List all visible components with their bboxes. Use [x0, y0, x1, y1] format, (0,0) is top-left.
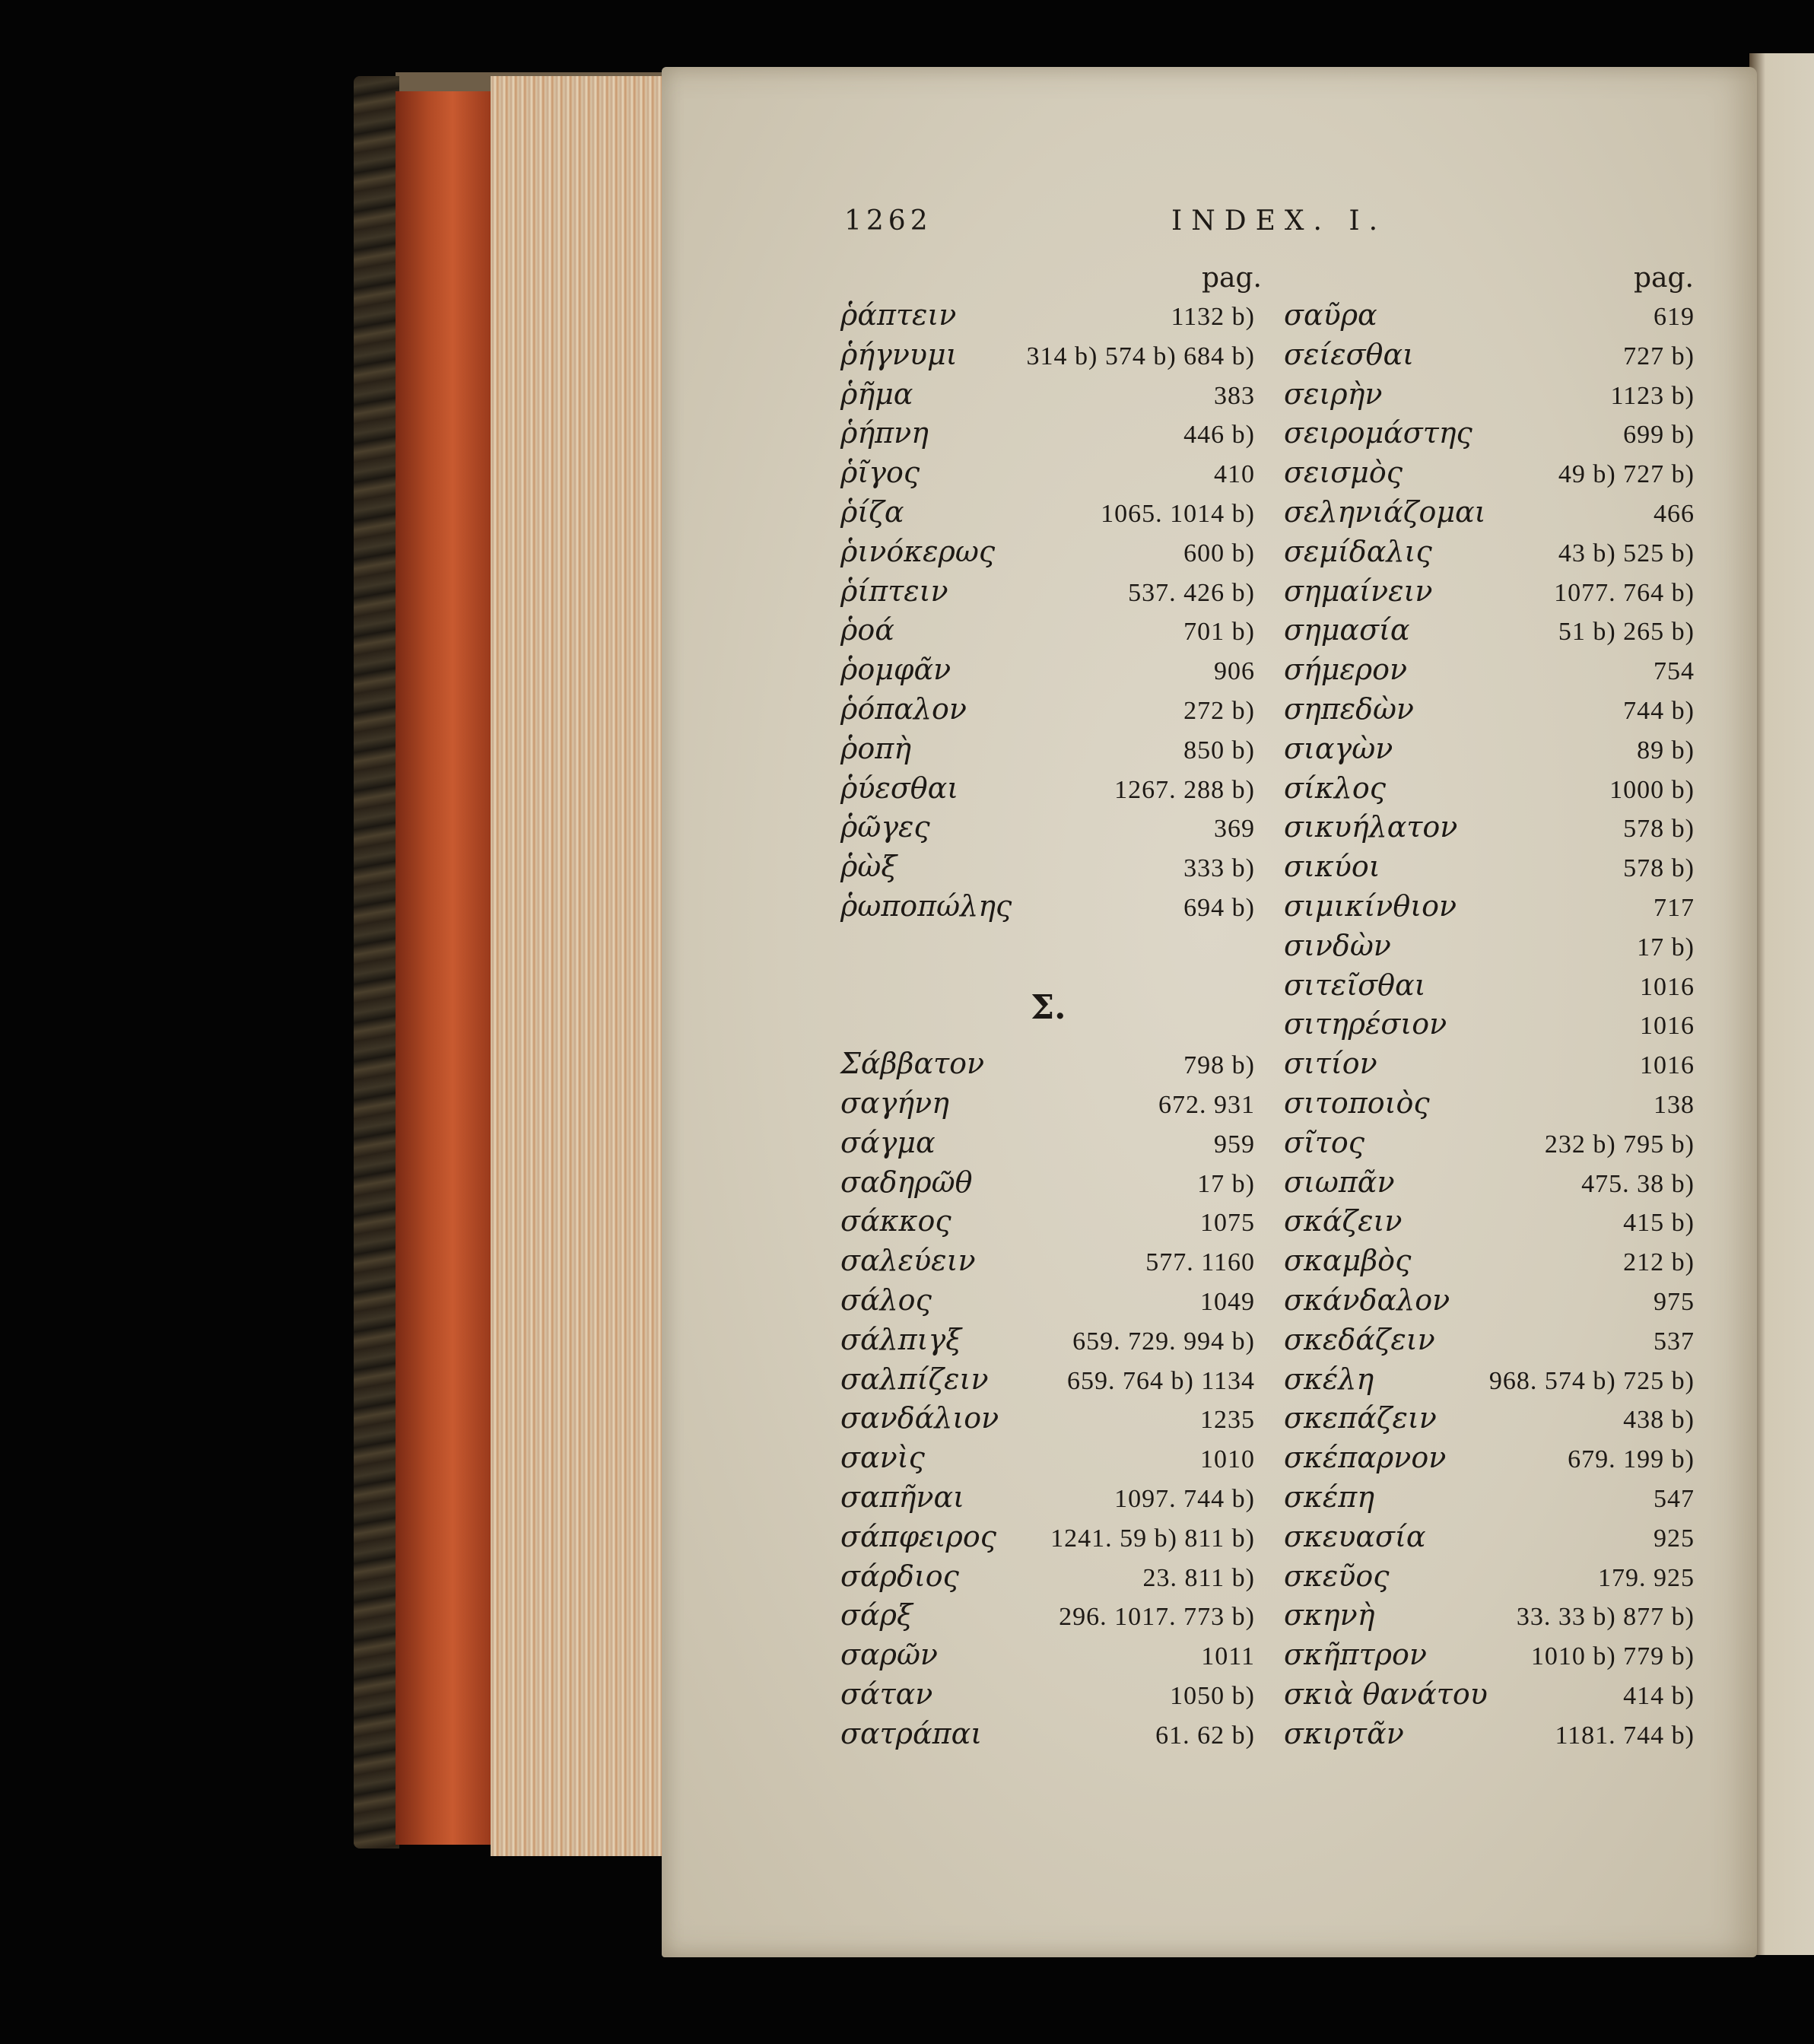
index-term: σάλπιγξ — [840, 1322, 962, 1356]
page-references: 43 b) 525 b) — [1558, 539, 1695, 567]
index-term: σικύοι — [1284, 850, 1380, 884]
page-references: 679. 199 b) — [1568, 1445, 1695, 1474]
index-term: Σάββατον — [840, 1047, 985, 1081]
book-red-edge — [396, 91, 491, 1845]
page-references: 1010 — [1200, 1445, 1255, 1474]
index-term: ῥίπτειν — [840, 574, 948, 608]
page-number: 1262 — [844, 205, 932, 237]
index-entry — [1284, 1401, 1695, 1441]
page-references: 537. 426 b) — [1128, 578, 1255, 607]
index-term: σανδάλιον — [840, 1401, 999, 1435]
page-references: 438 b) — [1623, 1406, 1695, 1435]
index-entry — [840, 456, 1255, 495]
page-references: 694 b) — [1183, 893, 1255, 922]
page-references: 179. 925 — [1598, 1563, 1695, 1592]
index-entry — [840, 1126, 1255, 1165]
index-entry — [840, 1480, 1255, 1520]
page-references: 578 b) — [1623, 815, 1695, 844]
index-term: σαλεύειν — [840, 1244, 976, 1278]
page-references: 1000 b) — [1609, 775, 1695, 804]
index-term: ῥινόκερως — [840, 534, 996, 568]
page-references: 415 b) — [1623, 1209, 1695, 1238]
index-entry — [840, 1047, 1255, 1086]
page-references: 23. 811 b) — [1142, 1563, 1255, 1592]
index-term: σίκλος — [1284, 771, 1387, 805]
index-term: σκηνὴ — [1284, 1598, 1375, 1632]
index-entry — [1284, 495, 1695, 535]
index-term: ῥήπνη — [840, 416, 929, 450]
page-references: 232 b) 795 b) — [1544, 1130, 1695, 1159]
index-term: σκιρτᾶν — [1284, 1716, 1404, 1750]
index-term: σαγήνη — [840, 1086, 949, 1120]
index-entry — [1284, 1677, 1695, 1717]
index-term: σεληνιάζομαι — [1284, 494, 1486, 529]
page-references: 619 — [1654, 303, 1695, 331]
index-entry — [840, 338, 1255, 377]
index-term: ῥοπὴ — [840, 731, 911, 765]
index-term: σαλπίζειν — [840, 1362, 989, 1396]
page-references: 369 — [1214, 815, 1255, 844]
index-column-right — [1284, 298, 1695, 1756]
page-references: 1016 — [1640, 972, 1695, 1001]
index-term: σήμερον — [1284, 653, 1408, 687]
index-term: σκῆπτρον — [1284, 1638, 1427, 1672]
page-references: 1123 b) — [1610, 381, 1695, 410]
index-entry — [840, 1638, 1255, 1677]
page-references: 1267. 288 b) — [1114, 775, 1255, 804]
index-term: σειρομάστης — [1284, 416, 1472, 450]
index-term: σάρξ — [840, 1598, 913, 1632]
index-term: σάκκος — [840, 1204, 951, 1238]
index-term: σάπφειρος — [840, 1519, 996, 1553]
page-references: 537 — [1654, 1327, 1695, 1356]
index-term: ῥῶγες — [840, 810, 930, 844]
index-entry — [840, 1086, 1255, 1126]
index-entry — [840, 1165, 1255, 1205]
index-term: σημαίνειν — [1284, 574, 1433, 608]
index-entry — [840, 298, 1255, 338]
page-references: 446 b) — [1183, 421, 1255, 450]
page-references: 466 — [1654, 499, 1695, 528]
page-references: 51 b) 265 b) — [1558, 618, 1695, 647]
index-entry — [840, 1520, 1255, 1559]
index-entry — [1284, 810, 1695, 850]
index-term: σεισμὸς — [1284, 456, 1403, 490]
page-edge-stack — [491, 76, 666, 1856]
index-column-left — [840, 298, 1255, 1756]
page-references: 600 b) — [1183, 539, 1255, 567]
page-references: 1241. 59 b) 811 b) — [1050, 1524, 1255, 1553]
index-entry — [1284, 416, 1695, 456]
index-term: σαπῆναι — [840, 1480, 965, 1514]
page-references: 701 b) — [1183, 618, 1255, 647]
index-term: ῥόπαλον — [840, 691, 967, 726]
index-entry — [840, 889, 1255, 929]
index-term: σατράπαι — [840, 1716, 983, 1750]
index-term: σκέπαρνον — [1284, 1441, 1447, 1475]
page-references: 1050 b) — [1170, 1681, 1255, 1710]
index-term: σιτηρέσιον — [1284, 1007, 1447, 1041]
index-entry — [1284, 1480, 1695, 1520]
page-references: 333 b) — [1183, 854, 1255, 883]
page-references: 968. 574 b) 725 b) — [1488, 1366, 1695, 1395]
page-references: 17 b) — [1637, 933, 1695, 962]
index-term: σκέπη — [1284, 1480, 1374, 1514]
index-entry — [1284, 732, 1695, 771]
index-entry — [1284, 1165, 1695, 1205]
page-references: 925 — [1654, 1524, 1695, 1553]
index-entry — [1284, 850, 1695, 889]
index-entry — [840, 416, 1255, 456]
index-entry — [840, 771, 1255, 811]
index-term: ῥήγνυμι — [840, 337, 958, 371]
index-term: σκάνδαλον — [1284, 1283, 1450, 1317]
index-term: ῥῖγος — [840, 456, 920, 490]
index-entry — [840, 692, 1255, 732]
pag-label-right: pag. — [1634, 262, 1694, 294]
page-references: 1181. 744 b) — [1555, 1721, 1695, 1750]
page-references: 959 — [1214, 1130, 1255, 1159]
page-references: 475. 38 b) — [1581, 1169, 1695, 1198]
page-references: 672. 931 — [1158, 1090, 1255, 1119]
page-references: 798 b) — [1183, 1051, 1255, 1080]
index-term: σινδὼν — [1284, 928, 1391, 962]
index-entry — [840, 613, 1255, 653]
index-term: σκεδάζειν — [1284, 1322, 1435, 1356]
index-term: σιτεῖσθαι — [1284, 968, 1426, 1002]
index-entry — [1284, 613, 1695, 653]
section-gap — [840, 929, 1255, 968]
index-entry — [1284, 1086, 1695, 1126]
index-term: σανὶς — [840, 1441, 925, 1475]
page-references: 1077. 764 b) — [1554, 578, 1695, 607]
index-term: σκάζειν — [1284, 1204, 1403, 1238]
page-references: 975 — [1654, 1287, 1695, 1316]
index-entry — [1284, 1126, 1695, 1165]
facing-page-edge — [1749, 53, 1814, 1955]
page-references: 49 b) 727 b) — [1558, 460, 1695, 489]
index-entry — [1284, 1598, 1695, 1638]
section-heading-sigma: Σ. — [1031, 987, 1066, 1027]
index-term: σκαμβὸς — [1284, 1244, 1412, 1278]
index-term: σιωπᾶν — [1284, 1165, 1395, 1199]
index-term: σεμίδαλις — [1284, 534, 1432, 568]
index-term: σαῦρα — [1284, 298, 1377, 332]
page-references: 1132 b) — [1171, 303, 1255, 331]
index-term: σείεσθαι — [1284, 337, 1414, 371]
index-entry — [1284, 889, 1695, 929]
running-title: INDEX. I. — [1171, 205, 1387, 237]
index-term: σημασία — [1284, 613, 1410, 647]
index-term: σκεπάζειν — [1284, 1401, 1437, 1435]
index-term: σκέλη — [1284, 1362, 1374, 1396]
index-term: σαδηρῶθ — [840, 1165, 973, 1199]
page-references: 314 b) 574 b) 684 b) — [1026, 342, 1255, 370]
page-references: 1011 — [1201, 1642, 1255, 1671]
index-term: σάταν — [840, 1677, 933, 1711]
index-term: σιαγὼν — [1284, 731, 1393, 765]
index-entry — [840, 653, 1255, 692]
page-references: 1010 b) 779 b) — [1530, 1642, 1695, 1671]
page-references: 138 — [1654, 1090, 1695, 1119]
index-term: σκιὰ θανάτου — [1284, 1677, 1488, 1711]
index-entry — [840, 1401, 1255, 1441]
index-entry — [840, 1323, 1255, 1362]
index-term: ῥάπτειν — [840, 298, 957, 332]
page-references: 1016 — [1640, 1012, 1695, 1041]
index-entry — [1284, 1283, 1695, 1323]
index-entry — [1284, 1047, 1695, 1086]
page-references: 1049 — [1200, 1287, 1255, 1316]
page-references: 727 b) — [1623, 342, 1695, 370]
page-references: 1075 — [1200, 1209, 1255, 1238]
index-entry — [1284, 1362, 1695, 1402]
page-references: 212 b) — [1623, 1248, 1695, 1277]
page-references: 699 b) — [1623, 421, 1695, 450]
index-entry — [1284, 1520, 1695, 1559]
index-term: σαρῶν — [840, 1638, 939, 1672]
page-references: 89 b) — [1637, 736, 1695, 765]
index-entry — [840, 1717, 1255, 1756]
page-references: 850 b) — [1183, 736, 1255, 765]
index-entry — [840, 535, 1255, 574]
page-references: 906 — [1214, 657, 1255, 686]
index-entry — [840, 1441, 1255, 1480]
index-entry — [840, 810, 1255, 850]
index-entry — [1284, 377, 1695, 417]
page-references: 1016 — [1640, 1051, 1695, 1080]
index-term: σηπεδὼν — [1284, 691, 1415, 726]
index-term: ῥίζα — [840, 494, 904, 529]
page-references: 1235 — [1200, 1406, 1255, 1435]
index-entry — [1284, 929, 1695, 968]
page-references: 383 — [1214, 381, 1255, 410]
index-term: ῥομφᾶν — [840, 653, 951, 687]
page-references: 410 — [1214, 460, 1255, 489]
page-references: 578 b) — [1623, 854, 1695, 883]
page-references: 1097. 744 b) — [1114, 1484, 1255, 1513]
index-term: ῥοά — [840, 613, 894, 647]
index-entry — [840, 1677, 1255, 1717]
index-term: ῥύεσθαι — [840, 771, 959, 805]
index-term: ῥῆμα — [840, 377, 913, 411]
index-term: ῥωποπώλης — [840, 888, 1012, 923]
index-entry — [1284, 1323, 1695, 1362]
index-entry — [1284, 1204, 1695, 1244]
index-entry — [840, 1559, 1255, 1599]
index-entry — [1284, 1244, 1695, 1283]
index-entry — [1284, 653, 1695, 692]
index-entry — [840, 1204, 1255, 1244]
index-entry — [1284, 1717, 1695, 1756]
index-term: σκεῦος — [1284, 1559, 1390, 1593]
page-references: 272 b) — [1183, 696, 1255, 725]
index-term: σιμικίνθιον — [1284, 888, 1457, 923]
index-entry — [840, 1283, 1255, 1323]
index-entry — [1284, 535, 1695, 574]
index-entry — [1284, 771, 1695, 811]
index-entry — [1284, 692, 1695, 732]
index-term: σειρὴν — [1284, 377, 1383, 411]
page-references: 296. 1017. 773 b) — [1059, 1603, 1255, 1632]
index-entry — [840, 732, 1255, 771]
page-references: 577. 1160 — [1145, 1248, 1255, 1277]
index-term: σῖτος — [1284, 1125, 1365, 1159]
page-references: 414 b) — [1623, 1681, 1695, 1710]
book-spine — [354, 76, 399, 1849]
index-entry — [840, 1598, 1255, 1638]
index-term: σιτοποιὸς — [1284, 1086, 1430, 1120]
index-term: σκευασία — [1284, 1519, 1426, 1553]
index-term: σάρδιος — [840, 1559, 959, 1593]
index-entry — [1284, 298, 1695, 338]
index-entry — [840, 1244, 1255, 1283]
index-entry — [1284, 1638, 1695, 1677]
index-entry — [1284, 574, 1695, 614]
page-references: 33. 33 b) 877 b) — [1516, 1603, 1695, 1632]
index-entry — [840, 377, 1255, 417]
index-entry — [1284, 1441, 1695, 1480]
index-entry — [1284, 456, 1695, 495]
page-references: 17 b) — [1197, 1169, 1255, 1198]
index-term: σάλος — [840, 1283, 932, 1317]
index-entry — [840, 1362, 1255, 1402]
index-entry — [840, 574, 1255, 614]
index-term: σικυήλατον — [1284, 810, 1458, 844]
index-entry — [840, 850, 1255, 889]
pag-label-left: pag. — [1202, 262, 1262, 294]
page-references: 744 b) — [1623, 696, 1695, 725]
page-references: 61. 62 b) — [1155, 1721, 1255, 1750]
index-entry — [1284, 1007, 1695, 1047]
page-references: 547 — [1654, 1484, 1695, 1513]
index-entry — [840, 495, 1255, 535]
index-entry — [1284, 968, 1695, 1008]
page-references: 717 — [1654, 893, 1695, 922]
page-references: 754 — [1654, 657, 1695, 686]
index-entry — [1284, 338, 1695, 377]
index-entry — [1284, 1559, 1695, 1599]
page-references: 659. 729. 994 b) — [1072, 1327, 1255, 1356]
index-term: ῥὼξ — [840, 850, 897, 884]
page-references: 1065. 1014 b) — [1101, 499, 1255, 528]
index-term: σάγμα — [840, 1125, 936, 1159]
index-term: σιτίον — [1284, 1047, 1377, 1081]
page-references: 659. 764 b) 1134 — [1066, 1366, 1255, 1395]
